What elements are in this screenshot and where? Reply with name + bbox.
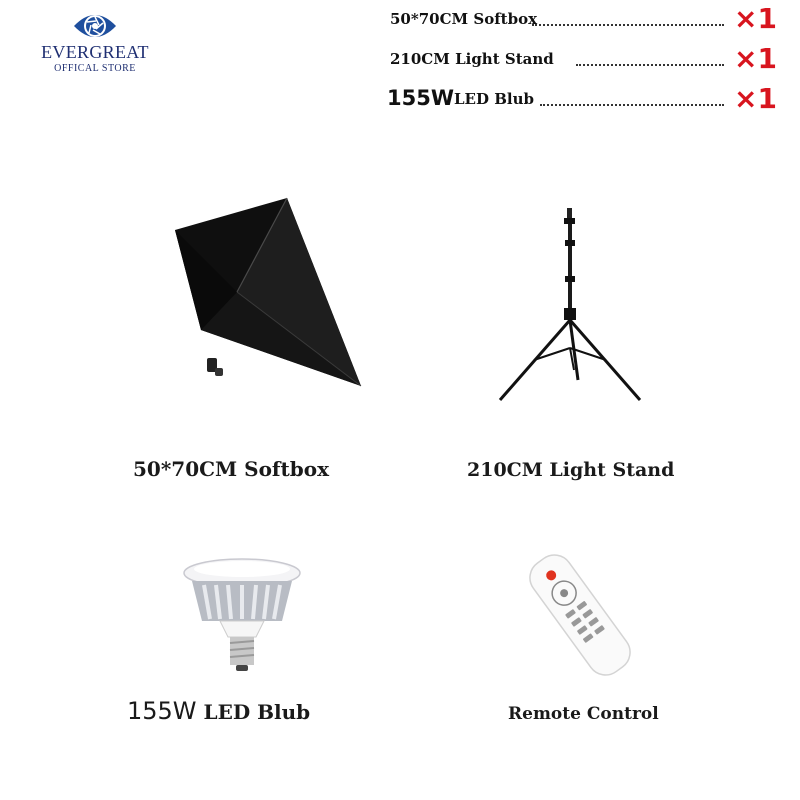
package-item-name: LED Blub xyxy=(454,90,534,108)
brand-name: EVERGREAT xyxy=(41,42,149,62)
quantity-label: ×1 xyxy=(734,82,777,115)
quantity-label: ×1 xyxy=(734,2,777,35)
softbox-icon xyxy=(165,190,385,400)
item-caption xyxy=(127,697,310,725)
item-caption-prefix: 155W xyxy=(127,697,197,725)
remote-control-icon xyxy=(510,550,650,680)
package-item-prefix: 155W xyxy=(387,86,454,110)
quantity-label: ×1 xyxy=(734,42,777,75)
package-item-name: 50*70CM Softbox xyxy=(390,10,538,28)
item-caption-name: LED Blub xyxy=(203,700,311,724)
package-list-row xyxy=(387,82,780,118)
package-list-row xyxy=(390,2,780,38)
item-caption: 50*70CM Softbox xyxy=(133,457,330,481)
tripod-stand-icon xyxy=(490,200,650,405)
brand-tagline: OFFICAL STORE xyxy=(54,63,136,74)
item-caption: Remote Control xyxy=(508,704,659,724)
led-bulb-icon xyxy=(180,555,305,675)
package-item-name: 210CM Light Stand xyxy=(390,50,554,68)
leader-dots xyxy=(532,24,724,26)
package-list-row xyxy=(390,42,780,78)
brand-logo xyxy=(30,6,160,81)
aperture-eye-icon xyxy=(72,8,118,44)
item-caption: 210CM Light Stand xyxy=(467,459,675,481)
leader-dots xyxy=(540,104,724,106)
leader-dots xyxy=(576,64,724,66)
